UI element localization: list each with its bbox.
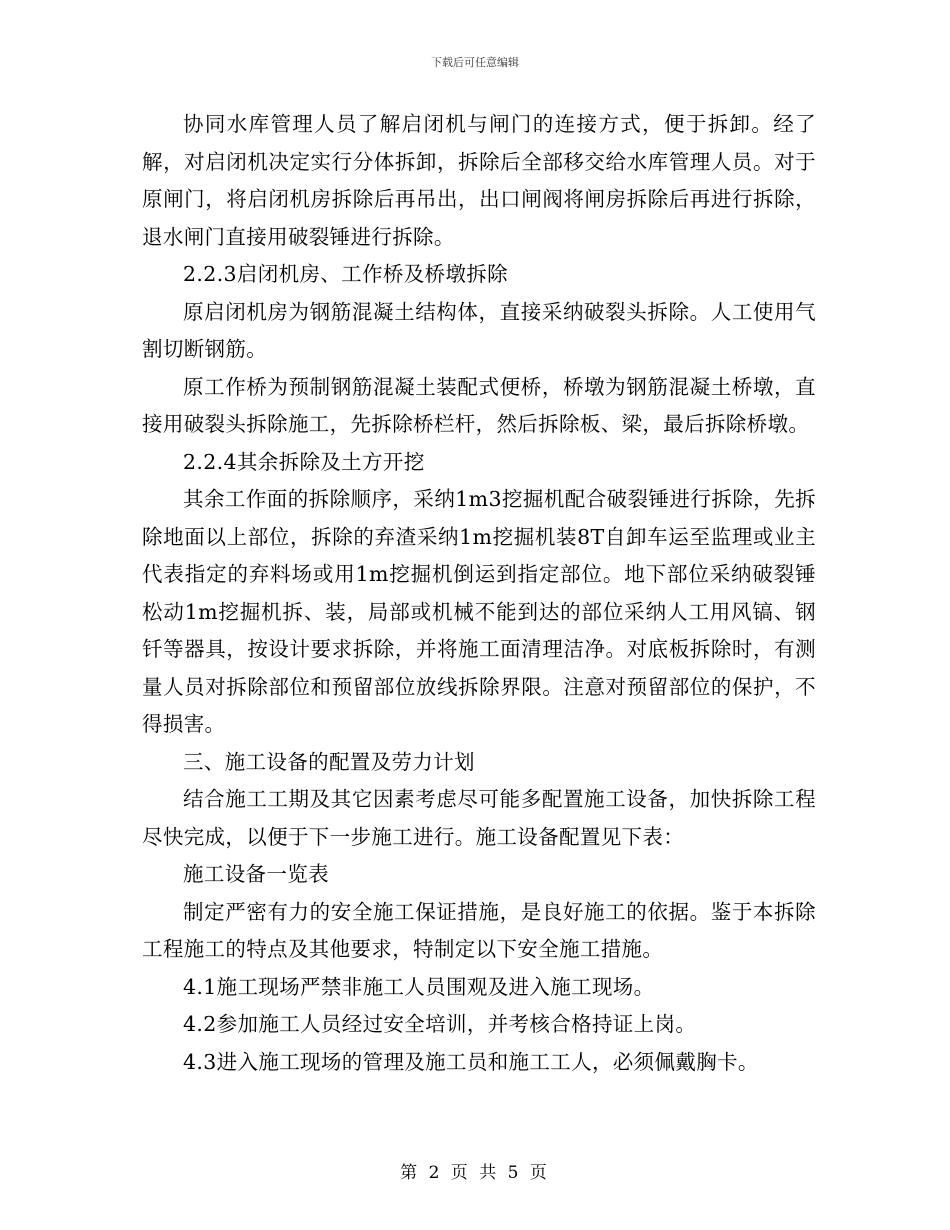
list-item: 4.2参加施工人员经过安全培训，并考核合格持证上岗。 (183, 1012, 697, 1036)
section-heading: 2.2.3启闭机房、工作桥及桥墩拆除 (183, 262, 508, 286)
footer-prefix: 第 (400, 1163, 421, 1183)
paragraph: 制定严密有力的安全施工保证措施，是良好施工的依据。鉴于本拆除工程施工的特点及其他要求，特制定以下安全施工措施。 (142, 899, 816, 961)
list-item: 4.3进入施工现场的管理及施工员和施工工人，必须佩戴胸卡。 (183, 1049, 759, 1074)
footer-suffix: 页 (529, 1163, 550, 1183)
paragraph: 原工作桥为预制钢筋混凝土装配式便桥，桥墩为钢筋混凝土桥墩，直接用破裂头拆除施工，先拆除桥栏杆，然后拆除板、梁，最后拆除桥墩。 (142, 374, 816, 436)
paragraph: 协同水库管理人员了解启闭机与闸门的连接方式，便于拆卸。经了解，对启闭机决定实行分体拆卸，拆除后全部移交给水库管理人员。对于原闸门，将启闭机房拆除后再吊出，出口闸阀将闸房拆除后再进行拆除，退水闸门直接用破裂锤进行拆除。 (142, 112, 816, 249)
list-item: 4.1施工现场严禁非施工人员围观及进入施工现场。 (183, 974, 655, 999)
page-header: 下载后可任意编辑 (431, 56, 519, 69)
table-caption: 施工设备一览表 (183, 862, 329, 886)
paragraph: 其余工作面的拆除顺序，采纳1m3挖掘机配合破裂锤进行拆除，先拆除地面以上部位，拆除的弃渣采纳1m挖掘机装8T自卸车运至监理或业主代表指定的弃料场或用1m挖掘机倒运到指定部位。地下部位采纳破裂锤松动1m挖掘机拆、装，局部或机械不能到达的部位采纳人工用风镐、钢钎等器具，按设计要求拆除，并将施工面清理洁净。对底板拆除时，有测量人员对拆除部位和预留部位放线拆除界限。注意对预留部位的保护，不得损害。 (142, 487, 816, 736)
footer-middle: 页 共 (450, 1163, 500, 1183)
section-heading: 2.2.4其余拆除及土方开挖 (183, 449, 425, 474)
page-footer (0, 1158, 950, 1183)
paragraph: 原启闭机房为钢筋混凝土结构体，直接采纳破裂头拆除。人工使用气割切断钢筋。 (142, 299, 816, 361)
paragraph: 结合施工工期及其它因素考虑尽可能多配置施工设备，加快拆除工程尽快完成，以便于下一步施工进行。施工设备配置见下表： (142, 787, 816, 849)
document-body (142, 106, 816, 1081)
page-total: 5 (507, 1163, 522, 1183)
chapter-heading: 三、施工设备的配置及劳力计划 (183, 749, 475, 774)
page-number: 2 (428, 1163, 443, 1183)
